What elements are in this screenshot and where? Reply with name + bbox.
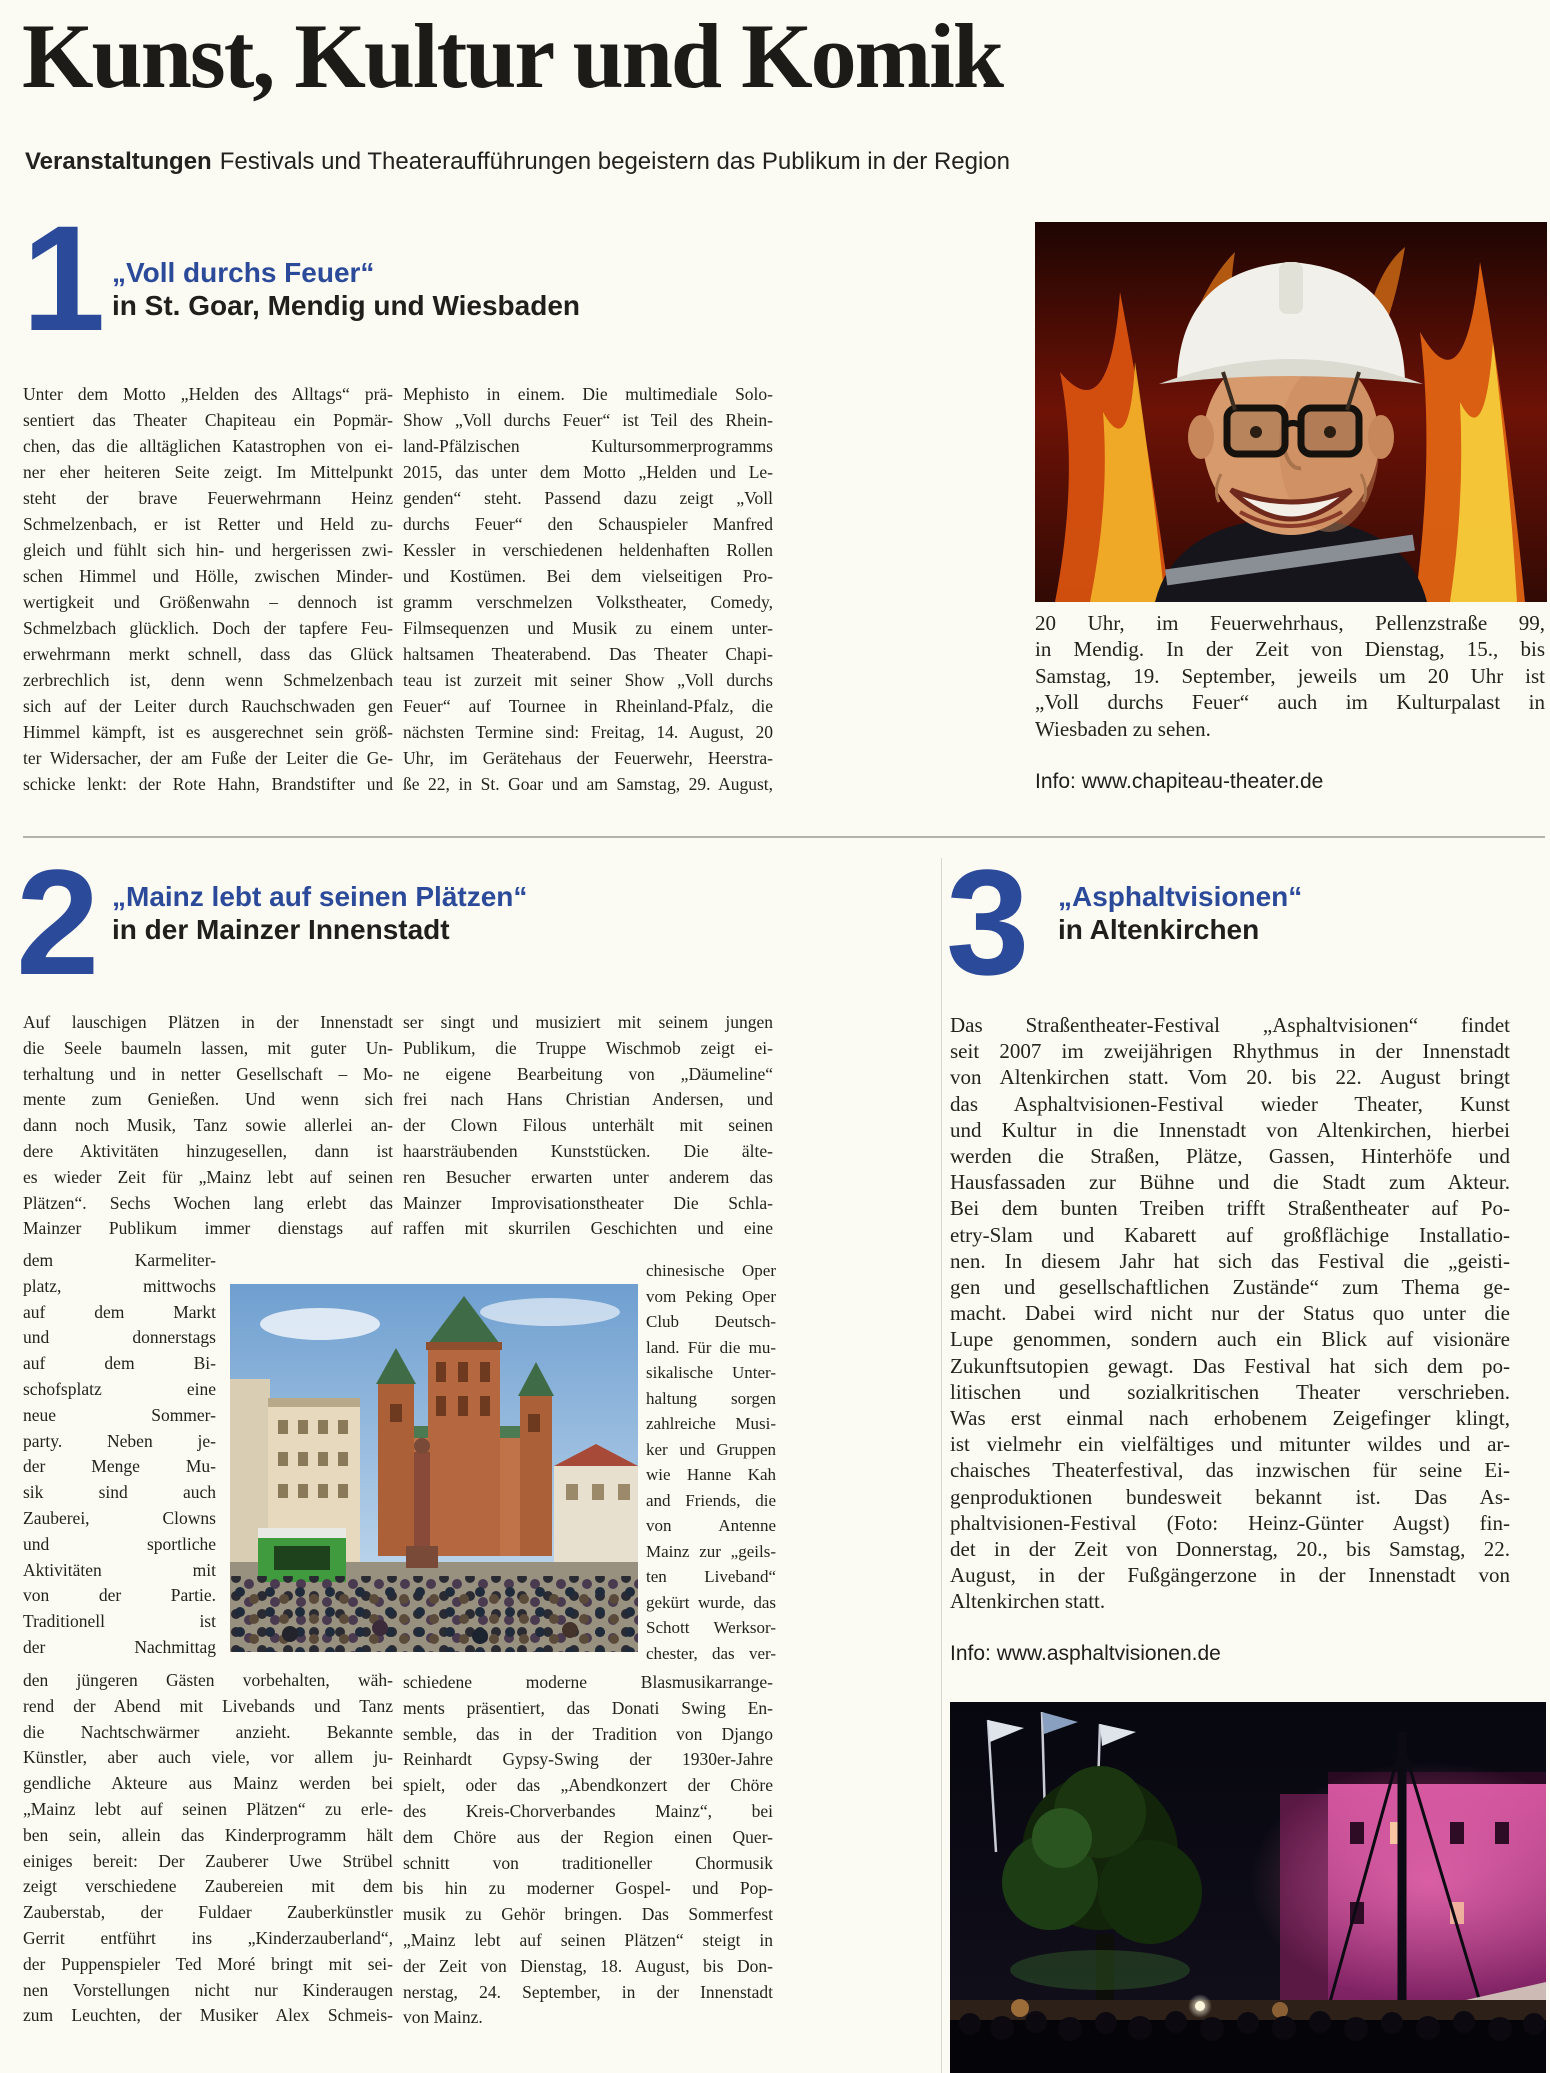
text-line: rend der Abend mit Livebands und Tanz: [23, 1695, 393, 1716]
text-line: von der Partie.: [23, 1585, 216, 1606]
text-line: zum Leuchten, der Musiker Alex Schmeis-: [23, 2005, 393, 2026]
text-line: sich auf der Leiter durch Rauchschwaden gen: [23, 696, 393, 716]
text-line: gleich und fühlt sich hin- und hergerissen zwi-: [23, 540, 393, 560]
text-line: Mephisto in einem. Die multimediale Solo-: [403, 384, 773, 404]
vertical-divider: [941, 858, 942, 2073]
article2-col2-narrow: [646, 1258, 776, 1666]
text-line: nen. In diesem Jahr hat sich das Festival die „geisti-: [950, 1248, 1510, 1273]
text-line: von Antenne: [646, 1516, 776, 1535]
mainz-square-photo: [230, 1284, 638, 1652]
text-line: Samstag, 19. September, jeweils um 20 Uhr ist: [1035, 663, 1545, 688]
text-line: ter Widersacher, der am Fuße der Leiter die Ge-: [23, 748, 393, 768]
text-line: ist vielmehr ein vielfältiges und mitunter wildes und ar-: [950, 1432, 1510, 1457]
article2-col2-top: [403, 1010, 773, 1242]
text-line: wertigkeit und Größenwahn – dennoch ist: [23, 592, 393, 612]
text-line: sik sind auch: [23, 1482, 216, 1503]
article1-heading-line2: in St. Goar, Mendig und Wiesbaden: [112, 290, 581, 321]
night-festival-photo: [950, 1702, 1546, 2073]
text-line: das Asphaltvisionen-Festival wieder Theater, Kunst: [950, 1091, 1510, 1116]
article1-column1: [23, 381, 393, 797]
text-line: Wiesbaden zu sehen.: [1035, 716, 1211, 741]
article3-number: 3: [946, 838, 1030, 1006]
text-line: Auf lauschigen Plätzen in der Innenstadt: [23, 1012, 393, 1032]
text-line: and Friends, die: [646, 1490, 776, 1510]
article2-col1-narrow: [23, 1248, 216, 1661]
text-line: Schott Werksor-: [646, 1618, 776, 1637]
text-line: und Kostümen. Bei dem vielseitigen Pro-: [403, 566, 773, 586]
text-line: teau ist zurzeit mit seiner Show „Voll durchs: [403, 670, 773, 690]
text-line: Plätzen“. Sechs Wochen lang erlebt das: [23, 1192, 393, 1213]
text-line: det in der Zeit von Donnerstag, 20., bis Samstag, 22.: [950, 1537, 1510, 1562]
article3-body: [950, 1012, 1510, 1615]
text-line: Lupe genommen, sondern auch ein Blick auf visionäre: [950, 1327, 1510, 1352]
text-line: Schmelzenbach, er ist Retter und Held zu-: [23, 514, 393, 534]
text-line: gekürt wurde, das: [646, 1592, 776, 1612]
text-line: land-Pfälzischen Kultursommerprogramms: [403, 436, 773, 456]
article3-heading-line2: in Altenkirchen: [1058, 914, 1260, 945]
text-line: von Altenkirchen statt. Vom 20. bis 22. August bringt: [950, 1065, 1510, 1090]
text-line: sikalische Unter-: [646, 1363, 776, 1382]
text-line: Filmsequenzen und Musik zu einem unter-: [403, 618, 773, 638]
article1-column2: [403, 381, 773, 797]
text-line: Aktivitäten mit: [23, 1559, 216, 1580]
text-line: genden“ steht. Passend dazu zeigt „Voll: [403, 488, 773, 508]
text-line: phaltvisionen-Festival (Foto: Heinz-Günter Augst) fin-: [950, 1510, 1510, 1535]
article1-info-link: Info: www.chapiteau-theater.de: [1035, 770, 1324, 793]
article2-heading: [112, 880, 527, 946]
page-title: Kunst, Kultur und Komik: [22, 5, 1003, 107]
subtitle-kicker: Veranstaltungen: [25, 148, 212, 175]
article1-photo-caption: [1035, 610, 1545, 742]
article2-heading-line1: „Mainz lebt auf seinen Plätzen“: [112, 881, 528, 912]
text-line: schofsplatz eine: [23, 1378, 216, 1399]
text-line: party. Neben je-: [23, 1430, 216, 1451]
text-line: Zukunftsutopien gewagt. Das Festival hat sich dem po-: [950, 1353, 1510, 1378]
article2-col1-top: [23, 1010, 393, 1242]
text-line: Mainzer Improvisationstheater Die Schla-: [403, 1192, 773, 1213]
text-line: ments präsentiert, das Donati Swing En-: [403, 1697, 773, 1718]
page-subtitle: [25, 148, 1525, 176]
text-line: Kessler in verschiedenen heldenhaften Rollen: [403, 540, 773, 560]
text-line: dere Aktivitäten hinzugesellen, dann ist: [23, 1140, 393, 1161]
text-line: die Nachtschwärmer anzieht. Bekannte: [23, 1721, 393, 1742]
text-line: des Kreis-Chorverbandes Mainz“, bei: [403, 1800, 773, 1821]
text-line: Altenkirchen statt.: [950, 1589, 1106, 1614]
text-line: Bei dem bunten Treiben trifft Straßentheater auf Po-: [950, 1196, 1510, 1221]
text-line: auf dem Bi-: [23, 1353, 216, 1374]
text-line: Mainz zur „geils-: [646, 1541, 776, 1561]
text-line: Himmel kämpft, ist es ausgerechnet sein größ-: [23, 722, 393, 742]
text-line: ner eher heiteren Seite zeigt. Im Mittelpunkt: [23, 462, 393, 482]
text-line: durchs Feuer“ den Schauspieler Manfred: [403, 514, 773, 534]
text-line: gendliche Akteure aus Mainz werden bei: [23, 1773, 393, 1794]
text-line: 20 Uhr, im Feuerwehrhaus, Pellenzstraße 99,: [1035, 611, 1545, 635]
text-line: der Puppenspieler Ted Moré bringt mit sei-: [23, 1953, 393, 1974]
article2-col2-bottom: [403, 1670, 773, 2031]
text-line: „Mainz lebt auf seinen Plätzen“ zu erle-: [23, 1798, 393, 1819]
subtitle-text: Festivals und Theateraufführungen begeistern das Publikum in der Region: [219, 148, 1010, 175]
text-line: musik zu Gehör bringen. Das Sommerfest: [403, 1904, 773, 1925]
text-line: der Nachmittag: [23, 1636, 216, 1657]
text-line: nen Vorstellungen nicht nur Kinderaugen: [23, 1979, 393, 2000]
text-line: schnitt von traditioneller Chormusik: [403, 1852, 773, 1873]
text-line: gramm verschmelzen Volkstheater, Comedy,: [403, 592, 773, 612]
text-line: Mainzer Publikum immer dienstags auf: [23, 1218, 393, 1239]
text-line: der Clown Filous unterhält mit seinen: [403, 1115, 773, 1136]
text-line: „Mainz lebt auf seinen Plätzen“ steigt in: [403, 1929, 773, 1950]
text-line: zeigt verschiedene Zaubereien mit dem: [23, 1876, 393, 1897]
text-line: litischen und sozialkritischen Theater verschrieben.: [950, 1379, 1510, 1404]
text-line: Hausfassaden zur Bühne und die Stadt zum Akteur.: [950, 1170, 1510, 1195]
text-line: ren Besucher erwarten unter anderem das: [403, 1166, 773, 1187]
text-line: haltsamen Theaterabend. Das Theater Chapi-: [403, 644, 773, 664]
article1-heading-line1: „Voll durchs Feuer“: [112, 257, 375, 288]
text-line: nächsten Termine sind: Freitag, 14. August, 20: [403, 722, 773, 742]
text-line: etry-Slam und Kabarett auf großflächige Installatio-: [950, 1222, 1510, 1247]
text-line: steht der brave Feuerwehrmann Heinz: [23, 488, 393, 508]
text-line: chester, das ver-: [646, 1643, 776, 1663]
article1-heading: [112, 256, 580, 322]
text-line: bis hin zu moderner Gospel- und Pop-: [403, 1878, 773, 1899]
text-line: Publikum, die Truppe Wischmob zeigt ei-: [403, 1037, 773, 1058]
text-line: Reinhardt Gypsy-Swing der 1930er-Jahre: [403, 1749, 773, 1770]
text-line: haltung sorgen: [646, 1388, 776, 1408]
text-line: Was erst einmal nach erhobenem Zeigefinger klingt,: [950, 1406, 1510, 1431]
article2-heading-line2: in der Mainzer Innenstadt: [112, 914, 450, 945]
text-line: der Zeit von Dienstag, 18. August, bis Don-: [403, 1955, 773, 1976]
text-line: der Menge Mu-: [23, 1456, 216, 1477]
text-line: von Mainz.: [403, 2007, 483, 2028]
text-line: frei nach Hans Christian Andersen, und: [403, 1089, 773, 1110]
text-line: werden die Straßen, Plätze, Gassen, Hinterhöfe und: [950, 1144, 1510, 1169]
text-line: genproduktionen bundesweit bekannt ist. Das As-: [950, 1484, 1510, 1509]
text-line: gen und gesellschaftlichen Zustände“ zum Thema ge-: [950, 1275, 1510, 1300]
text-line: Gerrit entführt ins „Kinderzauberland“,: [23, 1927, 393, 1948]
text-line: „Voll durchs Feuer“ auch im Kulturpalast in: [1035, 690, 1545, 715]
text-line: seit 2007 im zweijährigen Rhythmus in der Innenstadt: [950, 1039, 1510, 1064]
text-line: ker und Gruppen: [646, 1439, 776, 1459]
text-line: nerstag, 24. September, in der Innenstadt: [403, 1981, 773, 2002]
text-line: schicke lenkt: der Rote Hahn, Brandstifter und: [23, 774, 393, 794]
text-line: neue Sommer-: [23, 1404, 216, 1425]
text-line: zerbrechlich ist, denn wenn Schmelzenbach: [23, 670, 393, 690]
text-line: und sportliche: [23, 1533, 216, 1554]
text-line: August, in der Fußgängerzone in der Innenstadt von: [950, 1563, 1510, 1588]
text-line: ten Liveband“: [646, 1567, 776, 1586]
text-line: und donnerstags: [23, 1327, 216, 1348]
text-line: ben sein, allein das Kinderprogramm hält: [23, 1824, 393, 1845]
text-line: ne eigene Bearbeitung von „Däumeline“: [403, 1063, 773, 1084]
text-line: Schmelzbach glücklich. Doch der tapfere Feu-: [23, 618, 393, 638]
horizontal-divider: [23, 836, 1545, 838]
text-line: ße 22, in St. Goar und am Samstag, 29. August,: [403, 774, 773, 794]
text-line: dem Chöre aus der Region einen Quer-: [403, 1826, 773, 1847]
text-line: Uhr, im Gerätehaus der Feuerwehr, Heerstra-: [403, 748, 773, 768]
text-line: raffen mit skurrilen Geschichten und eine: [403, 1218, 773, 1239]
text-line: ser singt und musiziert mit seinem jungen: [403, 1012, 773, 1032]
text-line: chinesische Oper: [646, 1261, 776, 1280]
text-line: 2015, das unter dem Motto „Helden und Le-: [403, 462, 773, 482]
text-line: land. Für die mu-: [646, 1337, 776, 1357]
text-line: semble, das in der Tradition von Django: [403, 1723, 773, 1744]
text-line: Show „Voll durchs Feuer“ ist Teil des Rhein-: [403, 410, 773, 430]
text-line: in Mendig. In der Zeit von Dienstag, 15., bis: [1035, 637, 1545, 662]
text-line: dem Karmeliter-: [23, 1250, 216, 1270]
text-line: Zauberei, Clowns: [23, 1507, 216, 1528]
article3-heading-line1: „Asphaltvisionen“: [1058, 881, 1303, 912]
text-line: schen Himmel und Hölle, zwischen Minder-: [23, 566, 393, 586]
text-line: sentiert das Theater Chapiteau ein Popmär-: [23, 410, 393, 430]
text-line: Traditionell ist: [23, 1611, 216, 1632]
text-line: Club Deutsch-: [646, 1312, 776, 1331]
text-line: einiges bereit: Der Zauberer Uwe Strübel: [23, 1850, 393, 1871]
text-line: wie Hanne Kah: [646, 1465, 776, 1484]
text-line: chaisches Theaterfestival, das inzwischen für seine Ei-: [950, 1458, 1510, 1483]
text-line: und Kultur in die Innenstadt von Altenkirchen, hierbei: [950, 1117, 1510, 1142]
text-line: haarsträubenden Kunststücken. Die älte-: [403, 1140, 773, 1161]
text-line: zahlreiche Musi-: [646, 1414, 776, 1433]
text-line: die Seele baumeln lassen, mit guter Un-: [23, 1037, 393, 1058]
text-line: vom Peking Oper: [646, 1286, 776, 1306]
text-line: chen, das die alltäglichen Katastrophen von ei-: [23, 436, 393, 456]
text-line: Künstler, aber auch viele, vor allem ju-: [23, 1747, 393, 1768]
text-line: dann noch Musik, Tanz sowie allerlei an-: [23, 1115, 393, 1136]
article2-col1-bottom: [23, 1668, 393, 2029]
text-line: den jüngeren Gästen vorbehalten, wäh-: [23, 1670, 393, 1690]
text-line: mente zum Genießen. Und wenn sich: [23, 1089, 393, 1110]
text-line: auf dem Markt: [23, 1301, 216, 1322]
article1-number: 1: [22, 194, 106, 362]
article3-heading: [1058, 880, 1302, 946]
text-line: Unter dem Motto „Helden des Alltags“ prä-: [23, 384, 393, 404]
text-line: platz, mittwochs: [23, 1275, 216, 1296]
text-line: Feuer“ auf Tournee in Rheinland-Pfalz, die: [403, 696, 773, 716]
text-line: spielt, oder das „Abendkonzert der Chöre: [403, 1775, 773, 1796]
text-line: schiedene moderne Blasmusikarrange-: [403, 1672, 773, 1692]
text-line: Zauberstab, der Fuldaer Zauberkünstler: [23, 1902, 393, 1923]
article2-number: 2: [16, 838, 100, 1006]
text-line: Das Straßentheater-Festival „Asphaltvisionen“ findet: [950, 1013, 1510, 1037]
article3-info-link: Info: www.asphaltvisionen.de: [950, 1642, 1221, 1665]
fireman-photo: [1035, 222, 1547, 602]
text-line: terhaltung und in netter Gesellschaft – Mo-: [23, 1063, 393, 1084]
text-line: erwehrmann merkt schnell, dass das Glück: [23, 644, 393, 664]
text-line: es wieder Zeit für „Mainz lebt auf seinen: [23, 1166, 393, 1187]
text-line: macht. Dabei wird nicht nur der Status quo unter die: [950, 1301, 1510, 1326]
